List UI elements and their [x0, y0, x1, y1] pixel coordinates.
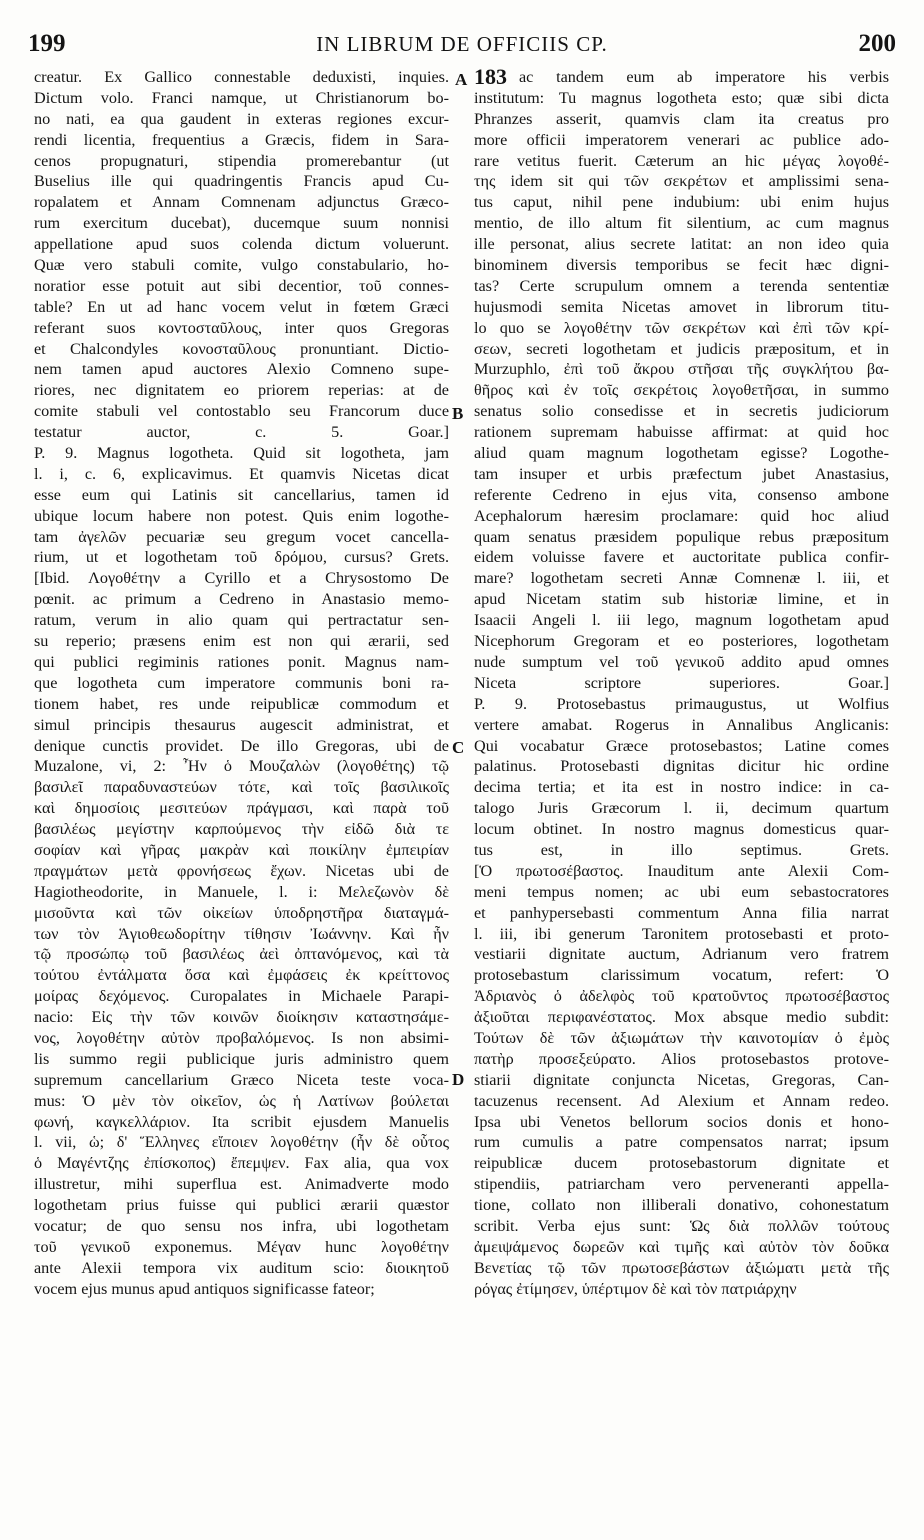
left-column-line: noratior esse potuit aut sibi decentior, τοῦ connes- [34, 276, 449, 295]
left-column-line: esse eum qui Latinis sit cancellarius, tamen id [34, 485, 449, 504]
right-column-line: Murzuphlo, ἐπὶ τοῦ ἄκρου στῆσαι τῆς συγκλήτου βα- [474, 360, 889, 379]
right-column-line: palatinus. Protosebasti dignitas dicitur hic ordine [474, 757, 889, 776]
right-column-line: nude sumptum vel τοῦ γενικοῦ addito apud omnes [474, 652, 889, 671]
right-column-line: referente Cedreno in ejus vita, consenso ambone [474, 485, 889, 504]
margin-marker-d: D [452, 1070, 465, 1089]
right-column-line: tas? Certe scrupulum omnem a terenda sententiæ [474, 276, 889, 295]
left-column-line: qui publici regiminis rationes ponit. Magnus nam- [34, 652, 449, 671]
left-column-line: τοῦ γενικοῦ exponemus. Μέγαν hunc λογοθέτην [34, 1237, 449, 1256]
right-column-line: Τούτων δὲ τῶν ἀξιωμάτων τὴν καινοτομίαν ὁ ἐμὸς [474, 1028, 889, 1047]
right-column-line: tam insuper et urbis præfectum jubet Anastasius, [474, 464, 889, 483]
right-column-line: aliud quam magnum logothetam egisse? Logothe- [474, 444, 889, 463]
right-column-line: Ipsa ubi Venetos bellorum socios donis et hono- [474, 1112, 889, 1131]
right-column-line: locum obtinet. In nostro magnus domesticus quar- [474, 820, 889, 839]
left-column-line: σοφίαν καὶ γῆρας μακρὰν καὶ ποικίλην ἐμπειρίαν [34, 840, 449, 859]
left-column-line: vocem ejus munus apud antiquos significasse fateor; [34, 1279, 375, 1298]
right-column-line: reipublicæ ducem protosebastorum dignitate et [474, 1154, 889, 1173]
left-column-line: tionem habet, res unde reipublicæ commodum et [34, 694, 449, 713]
right-column-line: σεων, secreti logothetam et judicis præpositum, et in [474, 339, 889, 358]
right-column-line: vertere amabat. Rogerus in Annalibus Anglicanis: [474, 715, 889, 734]
right-column-line: hujusmodi semita Nicetas amovet in librorum titu- [474, 297, 889, 316]
right-column-line-text: ac tandem eum ab imperatore his verbis [519, 68, 889, 86]
left-column-line: rum exercitum ducebat), ducemque suum nonnisi [34, 214, 449, 233]
margin-marker-c: C [452, 738, 465, 757]
left-column-line: simul principis thesaurus augescit administrat, et [34, 715, 449, 734]
right-column-line: decima tertia; et ita est in nostro indice: in ca- [474, 778, 889, 797]
right-column-line: Ἀδριανὸς ὁ ἀδελφὸς τοῦ κρατοῦντος πρωτοσέβαστος [474, 987, 889, 1006]
right-column-line: protosebastum clarissimum vocatum, refert: Ὁ [474, 966, 889, 985]
left-column-line: su reperio; præsens enim est non qui ærarii, sed [34, 632, 449, 651]
right-column-line: Acephalorum hæresim proclamare: quid hoc aliud [474, 506, 889, 525]
left-column-line: nem tamen apud auctores Alexio Comneno supe- [34, 360, 449, 379]
left-column-line: mus: Ὁ μὲν τὸν οἰκεῖον, ὡς ἡ Λατίνων βούλεται [34, 1091, 449, 1110]
right-column-line: Βενετίας τῷ τῶν πρωτοσεβάστων ἀξιώματι μετὰ τῆς [474, 1258, 889, 1277]
right-column-line: πατὴρ προσεξεύρατο. Alios protosebastos protove- [474, 1049, 889, 1068]
left-column-line: supremum cancellarium Græco Niceta teste voca- [34, 1070, 449, 1089]
right-column-line: rare vetitus fuerit. Cæterum an hic μέγας λογοθέ- [474, 151, 889, 170]
left-column-line: καὶ δημοσίοις μεσιτεύων πράγμασι, καὶ παρὰ τοῦ [34, 799, 449, 818]
left-column-line: nacio: Εἰς τὴν τῶν κοινῶν διοίκησιν καταστησάμε- [34, 1008, 449, 1027]
right-column-line: tus est, in illo septimus. Grets. [474, 840, 889, 859]
right-column-line: binominem diversis temporibus se fecit hæc digni- [474, 256, 889, 275]
right-column-line: vestiarii dignitate auctum, Adrianum vero fratrem [474, 945, 889, 964]
left-column-line: ropalatem et Annam Comnenam adjunctus Græco- [34, 193, 449, 212]
margin-marker-a: A [455, 70, 468, 89]
left-column-line: denique cunctis providet. De illo Gregoras, ubi de [34, 736, 449, 755]
running-title: IN LIBRUM DE OFFICIIS CP. [316, 32, 608, 56]
left-column-line: των τὸν Ἁγιοθεωδορίτην τίθησιν Ἰωάννην. Καὶ ἦν [34, 924, 449, 943]
right-column-line: της idem sit qui τῶν σεκρέτων et amplissimi sena- [474, 172, 889, 191]
left-column-line: l. vii, ὡ; δ' Ἕλληνες εἴποιεν λογοθέτην (ἦν δὲ οὗτος [34, 1133, 449, 1152]
right-column-line: stipendiis, patriarcham vero perveneranti appella- [474, 1175, 889, 1194]
right-column-line: P. 9. Protosebastus primaugustus, ut Wolfius [474, 694, 889, 713]
left-column-line: no nati, ea qua gaudent in exteras regiones excur- [34, 109, 449, 128]
right-column-line: Isaacii Angeli l. iii lego, magnum logothetam apud [474, 611, 889, 630]
right-column-line: rum cumulis a patre compensatos narrat; ipsum [474, 1133, 889, 1152]
left-column-line: Quæ vero stabuli comite, vulgo constabulario, ho- [34, 256, 449, 275]
right-column-line: tacuzenus recensent. Ad Alexium et Annam redeo. [474, 1091, 889, 1110]
page-number-left: 199 [28, 30, 66, 57]
right-column-line: scribit. Verba ejus sunt: Ὡς διὰ πολλῶν τούτους [474, 1216, 889, 1235]
right-column-line: Qui vocabatur Græce protosebastos; Latine comes [474, 736, 889, 755]
left-column-line: βασιλέως μεγίστην καρπούμενος τὴν εἰδῶ διὰ τε [34, 820, 449, 839]
right-column-line: senatus solio consedisse et in secretis judiciorum [474, 402, 889, 421]
left-column-line: illustretur, mihi superflua est. Animadverte modo [34, 1175, 449, 1194]
left-column-line: ὁ Μαγέντζης ἐπίσκοπος) ἔπεμψεν. Fax alia, qua vox [34, 1154, 449, 1173]
left-column-line: que logotheta cum imperatore communis boni ra- [34, 673, 449, 692]
left-column-line: τῷ προσώπῳ τοῦ βασιλέως ἀεὶ ὀπτανόμενος, καὶ τὰ [34, 945, 449, 964]
left-column-line: appellatione apud suos colenda dictum voluerunt. [34, 235, 449, 254]
left-column-line: Dictum volo. Franci namque, ut Christianorum bo- [34, 88, 449, 107]
left-column-line: ratum, verum in alio quam qui pertractatur sen- [34, 611, 449, 630]
left-column-line: lis summo regii publicique juris administro quem [34, 1049, 449, 1068]
right-column-line: stiarii dignitate conjuncta Nicetas, Gregoras, Can- [474, 1070, 889, 1089]
right-column-line: Phranzes asserit, quamvis clam ita creatus pro [474, 109, 889, 128]
right-column-line: quam senatus præsidem populique rebus præpositum [474, 527, 889, 546]
page-number-right: 200 [858, 30, 896, 57]
left-column-line: τούτου ἐντάλματα ὅσα καὶ ἐμφάσεις ἐκ κρείττονος [34, 966, 449, 985]
right-column-line: apud Nicetam statim sub historiæ limine, et in [474, 590, 889, 609]
left-column-line: νος, λογοθέτην αὐτὸν προβαλόμενος. Is non absimi- [34, 1028, 449, 1047]
right-column-line: et panhypersebasti commentum Anna filia narrat [474, 903, 889, 922]
left-column-line: creatur. Ex Gallico connestable deduxisti, inquies. [34, 68, 449, 86]
left-column-line: cenos propugnaturi, stipendia promerebantur (ut [34, 151, 449, 170]
left-column-line: πραγμάτων μετὰ φρονήσεως ἔχων. Nicetas ubi de [34, 861, 449, 880]
left-column-line: rium, ut et logothetam τοῦ δρόμου, cursus? Grets. [34, 548, 449, 567]
left-column-line: μοίρας δεχόμενος. Curopalates in Michaele Parapi- [34, 987, 449, 1006]
left-text-column [34, 67, 449, 1300]
right-column-line: mentio, de illo altum fit silentium, ac cum magnus [474, 214, 889, 233]
right-column-line: talogo Juris Græcorum l. ii, decimum quartum [474, 799, 889, 818]
left-column-line: comite stabuli vel contostablo seu Francorum duce [34, 402, 449, 421]
right-column-line: l. iii, ibi generum Taronitem protosebasti et proto- [474, 924, 889, 943]
right-column-line: ρόγας ἐτίμησεν, ὑπέρτιμον δὲ καὶ τὸν πατριάρχην [474, 1279, 797, 1298]
right-column-line: ille personat, alius secrete latitat: an non ideo quia [474, 235, 889, 254]
left-column-line: et Chalcondyles κονοσταῦλους pronuntiant. Dictio- [34, 339, 449, 358]
right-column-line: tus caput, nihil pene indubium: ubi enim hujus [474, 193, 889, 212]
left-column-line: riores, nec dignitatem eo priorem reperias: at de [34, 381, 449, 400]
right-column-line [474, 67, 889, 88]
left-column-line: table? En ut ad hanc vocem velut in fœtem Græci [34, 297, 449, 316]
left-column-line: μισοῦντα καὶ τῶν οἰκείων ὑποδρηστῆρα διαταγμά- [34, 903, 449, 922]
right-column-line: Niceta scriptore superiores. Goar.] [474, 673, 889, 692]
section-number: 183 [474, 67, 507, 88]
left-column-line: P. 9. Magnus logotheta. Quid sit logotheta, jam [34, 444, 449, 463]
left-column-line: testatur auctor, c. 5. Goar.] [34, 423, 449, 442]
right-column-line: [Ὁ πρωτοσέβαστος. Inauditum ante Alexii Com- [474, 861, 889, 880]
left-column-line: Muzalone, vi, 2: Ἦν ὁ Μουζαλὼν (λογοθέτης) τῷ [34, 757, 449, 776]
right-column-line: mare? logothetam secreti Annæ Comnenæ l. iii, et [474, 569, 889, 588]
right-column-line: rationem supremam habuisse affirmat: at quid hoc [474, 423, 889, 442]
right-column-line: ἀμειψάμενος δωρεῶν καὶ τιμῆς καὶ αὐτὸν τὸν δοῦκα [474, 1237, 889, 1256]
right-column-line: meni tempus nomen; ac ubi eum sebastocratores [474, 882, 889, 901]
left-column-line: Hagiotheodorite, in Manuele, l. i: Μελεζωνὸν δὲ [34, 882, 449, 901]
right-column-line: Nicephorum Gregoram et eo posteriores, logothetam [474, 632, 889, 651]
left-column-line: ubique locum habere non potest. Quis enim logothe- [34, 506, 449, 525]
left-column-line: l. i, c. 6, explicavimus. Et quamvis Nicetas dicat [34, 464, 449, 483]
left-column-line: referant suos κοντοσταῦλους, inter quos Gregoras [34, 318, 449, 337]
left-column-line: Buselius ille qui quadringentis Francis apud Cu- [34, 172, 449, 191]
right-column-line: more officii imperatorem venerari ac publice ado- [474, 130, 889, 149]
left-column-line: logothetam prius fuisse qui publici ærarii quæstor [34, 1196, 449, 1215]
right-column-line: tione, collato non illiberali donativo, cohonestatum [474, 1196, 889, 1215]
right-column-line: ἀξιοῦται περιφανέστατος. Mox absque medio subdit: [474, 1008, 889, 1027]
page-header [28, 30, 896, 64]
left-column-line: ante Alexii tempora vix auditum scio: διοικητοῦ [34, 1258, 449, 1277]
left-column-line: βασιλεῖ παραδυναστεύων τότε, καὶ τοῖς βασιλικοῖς [34, 778, 449, 797]
margin-marker-b: B [452, 404, 464, 423]
right-text-column [474, 67, 889, 1300]
left-column-line: [Ibid. Λογοθέτην a Cyrillo et a Chrysostomo De [34, 569, 449, 588]
right-column-line: institutum: Tu magnus logotheta esto; quæ sibi dicta [474, 88, 889, 107]
left-column-line: vocatur; de quo sensu nos infra, ubi logothetam [34, 1216, 449, 1235]
left-column-line: tam ἀγελῶν pecuariæ seu gregum vocet cancella- [34, 527, 449, 546]
right-column-line: eidem voluisse favere et auctoritate publica confir- [474, 548, 889, 567]
left-column-line: φωνή, καγκελλάριον. Ita scribit ejusdem Manuelis [34, 1112, 449, 1131]
left-column-line: rendi licentia, frequentius a Græcis, fidem in Sara- [34, 130, 449, 149]
left-column-line: pœnit. ac primum a Cedreno in Anastasio memo- [34, 590, 449, 609]
right-column-line: θῆρος καὶ ἐν τοῖς σεκρέτοις λογοθετῆσαι, in summo [474, 381, 889, 400]
right-column-line: lo quo se λογοθέτην τῶν σεκρέτων καὶ ἐπὶ τῶν κρί- [474, 318, 889, 337]
